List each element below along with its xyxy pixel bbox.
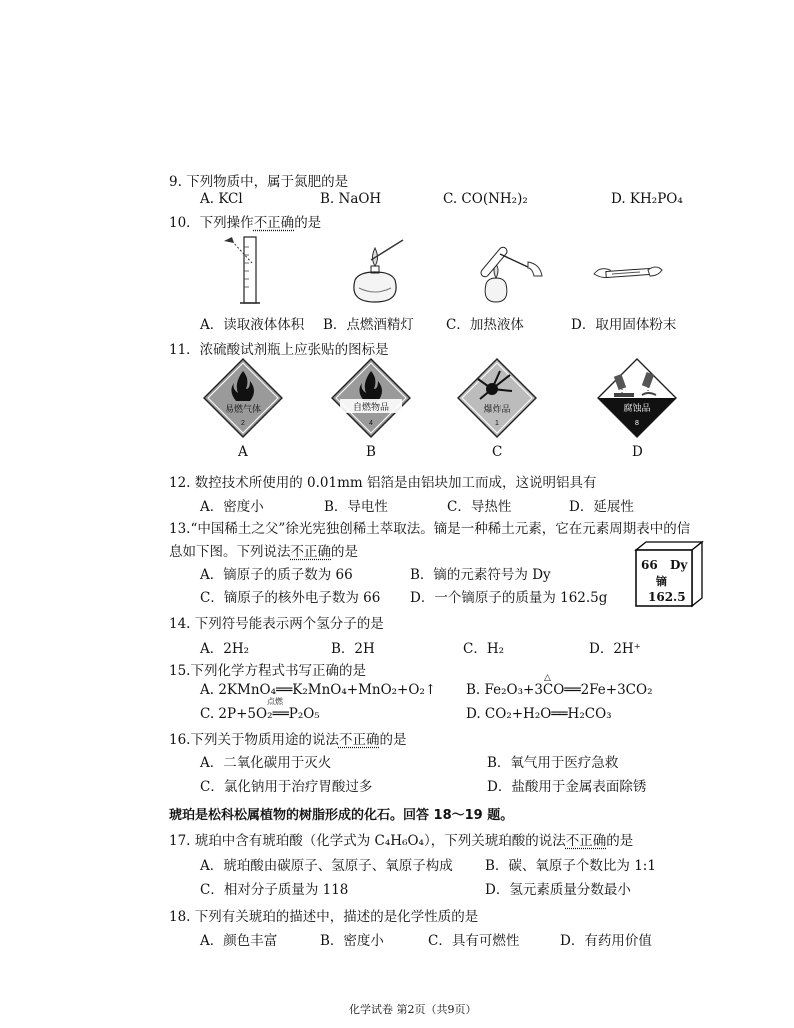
hazard-sign-c <box>456 357 538 439</box>
q17-stem-emphasis: 不正确 <box>565 833 607 849</box>
q9-option-d: D. KH₂PO₄ <box>611 191 683 207</box>
q11-stem: 11．浓硫酸试剂瓶上应张贴的图标是 <box>169 342 389 358</box>
q10-stem-prefix: 10．下列操作 <box>169 215 254 231</box>
q18-option-c: C．具有可燃性 <box>428 933 520 949</box>
alcohol-lamp-figure <box>345 236 407 306</box>
hazard-sign-b-number: 4 <box>369 420 373 427</box>
q10-stem <box>169 211 321 231</box>
hazard-sign-b-text: 自燃物品 <box>352 402 389 412</box>
q14-option-d: D．2H⁺ <box>589 641 641 657</box>
q9-option-b: B. NaOH <box>320 191 382 207</box>
q15-option-d: D. CO₂+H₂O══H₂CO₃ <box>466 706 612 722</box>
q12-option-d: D．延展性 <box>569 499 634 515</box>
q13-line2-prefix: 息如下图。下列说法 <box>169 544 291 560</box>
q10-option-d: D．取用固体粉末 <box>571 317 677 333</box>
q15-option-a: A. 2KMnO₄══K₂MnO₄+MnO₂+O₂↑ <box>200 682 437 698</box>
hazard-sign-a-number: 2 <box>241 420 245 427</box>
q13-line2-emphasis: 不正确 <box>290 544 331 560</box>
q13-line1: 13.“中国稀土之父”徐光宪独创稀土萃取法。镝是一种稀土元素，它在元素周期表中的信 <box>169 521 691 537</box>
hazard-sign-b-letter: B <box>366 444 376 460</box>
q16-option-b: B．氧气用于医疗急救 <box>487 755 619 771</box>
q18-option-d: D．有药用价值 <box>560 933 652 949</box>
q16-option-d: D．盐酸用于金属表面除锈 <box>487 779 647 795</box>
hazard-sign-d <box>596 357 678 439</box>
q15-option-b: B. Fe₂O₃+3CO══2Fe+3CO₂ <box>466 682 653 698</box>
graduated-cylinder-figure <box>222 233 272 309</box>
q16-option-a: A．二氧化碳用于灭火 <box>200 755 332 771</box>
q16-stem-suffix: 的是 <box>379 732 407 748</box>
q14-option-c: C．H₂ <box>463 641 505 657</box>
solid-powder-figure <box>592 258 664 288</box>
q13-line2-suffix: 的是 <box>331 544 358 560</box>
q10-stem-suffix: 的是 <box>294 215 322 231</box>
hazard-sign-c-number: 1 <box>495 420 499 427</box>
element-number: 66 <box>641 558 658 572</box>
q14-option-b: B．2H <box>331 641 375 657</box>
hazard-sign-a-text: 易燃气体 <box>224 404 261 414</box>
q14-option-a: A．2H₂ <box>200 641 250 657</box>
element-symbol: Dy <box>670 558 688 572</box>
q16-option-c: C．氯化钠用于治疗胃酸过多 <box>200 779 373 795</box>
q16-stem <box>169 728 406 748</box>
q12-option-c: C．导热性 <box>447 499 512 515</box>
hazard-sign-a-letter: A <box>238 444 248 460</box>
q10-option-b: B．点燃酒精灯 <box>323 317 414 333</box>
q16-stem-emphasis: 不正确 <box>338 732 380 748</box>
passage-intro: 琥珀是松科松属植物的树脂形成的化石。回答 18～19 题。 <box>169 808 514 823</box>
q13-option-a: A．镝原子的质子数为 66 <box>200 567 353 583</box>
q17-option-d: D．氢元素质量分数最小 <box>485 882 631 898</box>
q13-line2 <box>169 540 358 560</box>
hazard-sign-d-number: 8 <box>635 420 639 427</box>
q15-b-condition: △ <box>544 673 551 683</box>
hazard-sign-a <box>202 357 284 439</box>
q13-option-d: D．一个镝原子的质量为 162.5g <box>410 590 608 606</box>
page-footer: 化学试卷 第2页（共9页） <box>349 1003 477 1016</box>
q17-stem-prefix: 17. 琥珀中含有琥珀酸（化学式为 C₄H₆O₄），下列关琥珀酸的说法 <box>169 833 566 849</box>
q10-option-c: C．加热液体 <box>446 317 524 333</box>
heating-test-tube-figure <box>470 236 548 306</box>
q10-option-a: A．读取液体体积 <box>200 317 305 333</box>
element-name: 镝 <box>656 575 667 588</box>
q14-stem: 14. 下列符号能表示两个氢分子的是 <box>169 616 384 632</box>
q15-stem: 15.下列化学方程式书写正确的是 <box>169 663 366 679</box>
q12-option-a: A．密度小 <box>200 499 264 515</box>
q17-option-a: A．琥珀酸由碳原子、氢原子、氧原子构成 <box>200 858 453 874</box>
hazard-sign-d-text: 腐蚀品 <box>623 403 651 413</box>
hazard-sign-c-text: 爆炸品 <box>483 404 511 414</box>
q18-stem: 18. 下列有关琥珀的描述中，描述的是化学性质的是 <box>169 909 479 925</box>
q17-stem-suffix: 的是 <box>606 833 634 849</box>
q16-stem-prefix: 16.下列关于物质用途的说法 <box>169 732 339 748</box>
q18-option-a: A．颜色丰富 <box>200 933 278 949</box>
hazard-sign-b <box>330 357 412 439</box>
q9-option-a: A. KCl <box>200 191 243 207</box>
q12-option-b: B．导电性 <box>324 499 388 515</box>
q15-c-condition: 点燃 <box>267 697 283 706</box>
hazard-sign-c-letter: C <box>492 444 503 460</box>
q17-option-b: B．碳、氧原子个数比为 1:1 <box>485 858 656 874</box>
q13-option-b: B．镝的元素符号为 Dy <box>410 567 551 583</box>
q15-option-c: C. 2P+5O₂══P₂O₅ <box>200 706 320 722</box>
q9-stem: 9. 下列物质中，属于氮肥的是 <box>169 174 349 190</box>
q17-option-c: C．相对分子质量为 118 <box>200 882 349 898</box>
q12-stem: 12. 数控技术所使用的 0.01mm 铝箔是由铝块加工而成，这说明铝具有 <box>169 475 597 491</box>
q10-stem-emphasis: 不正确 <box>253 215 295 231</box>
q9-option-c: C. CO(NH₂)₂ <box>443 191 528 207</box>
hazard-sign-d-letter: D <box>632 444 643 460</box>
q13-option-c: C．镝原子的核外电子数为 66 <box>200 590 381 606</box>
element-mass: 162.5 <box>648 590 686 604</box>
q17-stem <box>169 829 633 849</box>
q18-option-b: B．密度小 <box>320 933 384 949</box>
